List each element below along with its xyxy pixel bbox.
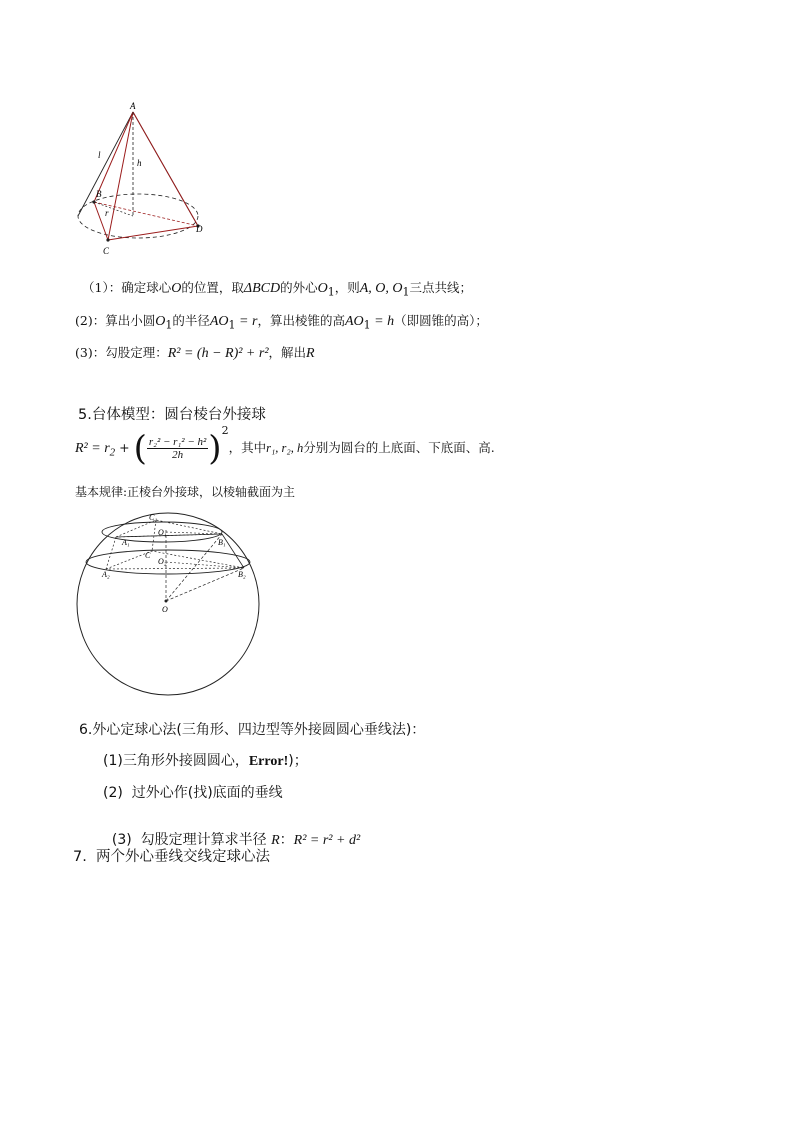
- label-C: C: [103, 246, 110, 256]
- frustum-sphere-figure: [72, 507, 268, 697]
- s2-eq2-rhs: = h: [370, 314, 395, 329]
- formula-lhs-sub: 2: [109, 446, 116, 459]
- s2-eq1-sub: 1: [228, 318, 236, 332]
- s2-prefix: (2)：算出小圆: [75, 313, 156, 328]
- label-O2: O₂: [158, 557, 167, 566]
- left-paren: (: [133, 428, 147, 469]
- s1-prefix: （1）：确定球心: [82, 280, 172, 295]
- item3-colon: ：: [279, 832, 294, 848]
- s2-eq1-rhs: = r: [235, 314, 258, 329]
- label-C: C: [145, 551, 151, 560]
- label-B2: B₂: [238, 570, 246, 579]
- step-3: [75, 343, 315, 362]
- s1-tri: ΔBCD: [243, 281, 281, 296]
- formula-note: ，其中: [228, 440, 267, 455]
- label-r: r: [105, 208, 109, 218]
- formula-numerator: r₂² − r₁² − h²: [148, 436, 207, 448]
- section7-title: 7. 两个外心垂线交线定球心法: [73, 849, 271, 865]
- s1-sub1: 1: [327, 285, 335, 299]
- label-l: l: [98, 150, 101, 160]
- s1-points: A, O, O: [359, 281, 403, 296]
- right-paren: ): [208, 428, 222, 469]
- item1-text: (1)三角形外接圆圆心，: [103, 753, 249, 769]
- formula-desc: 分别为圆台的上底面、下底面、高.: [303, 440, 495, 455]
- s1-sub2: 1: [402, 285, 410, 299]
- section6-item3: [103, 813, 360, 849]
- formula-vars: r₁, r₂, h: [266, 441, 304, 455]
- section6-item1: [103, 750, 308, 770]
- s2-eq2: AO: [344, 314, 364, 329]
- formula-fraction: [147, 436, 208, 461]
- s2-O1: O: [155, 314, 166, 329]
- label-O: O: [162, 605, 168, 614]
- formula-plus: +: [115, 440, 134, 455]
- item3-R: R: [271, 833, 280, 848]
- formula-denominator: 2h: [172, 449, 184, 461]
- item1-end: )；: [288, 753, 308, 769]
- section5-rule: 基本规律:正棱台外接球，以棱轴截面为主: [75, 485, 296, 499]
- s3-R: R: [306, 346, 315, 361]
- label-A: A: [130, 101, 136, 111]
- label-h: h: [137, 158, 142, 168]
- section6-item2: (2) 过外心作(找)底面的垂线: [103, 785, 283, 801]
- s1-O: O: [171, 281, 182, 296]
- item3-equation: R² = r² + d²: [293, 833, 361, 848]
- formula-sup: 2: [221, 424, 229, 437]
- s2-mid2: ，算出棱锥的高: [257, 313, 345, 328]
- s1-O1: O: [317, 281, 328, 296]
- s1-mid2: 的外心: [280, 280, 318, 295]
- step-1: [82, 278, 472, 299]
- cone-figure: [70, 98, 220, 260]
- item3-prefix: (3) 勾股定理计算求半径: [111, 832, 272, 848]
- item1-error: Error!: [248, 754, 289, 769]
- s1-mid: 的位置，取: [181, 280, 244, 295]
- s3-prefix: (3)：勾股定理：: [75, 345, 168, 360]
- s2-sub: 1: [165, 318, 173, 332]
- label-A1: A₁: [122, 538, 130, 547]
- section6-title: 6.外心定球心法(三角形、四边型等外接圆圆心垂线法)：: [79, 722, 426, 738]
- formula-lhs: R² = r: [75, 441, 110, 456]
- s3-equation: R² = (h − R)² + r²: [167, 346, 269, 361]
- section5-title: 5.台体模型：圆台棱台外接球: [78, 407, 266, 423]
- label-B1: B₁: [218, 538, 226, 547]
- s2-eq1: AO: [209, 314, 229, 329]
- s2-eq2-sub: 1: [363, 318, 371, 332]
- label-B: B: [96, 189, 102, 199]
- s2-mid: 的半径: [172, 313, 210, 328]
- step-2: [75, 311, 488, 332]
- s3-mid: ，解出: [268, 345, 307, 360]
- label-A2: A₂: [102, 570, 110, 579]
- section5-formula: [75, 424, 495, 470]
- label-C1: C₁: [149, 513, 158, 522]
- s1-end: 三点共线；: [409, 280, 473, 295]
- s2-end: （即圆锥的高）；: [394, 313, 488, 328]
- label-D: D: [196, 224, 203, 234]
- label-O1: O₁: [158, 528, 167, 537]
- s1-then: ，则: [334, 280, 360, 295]
